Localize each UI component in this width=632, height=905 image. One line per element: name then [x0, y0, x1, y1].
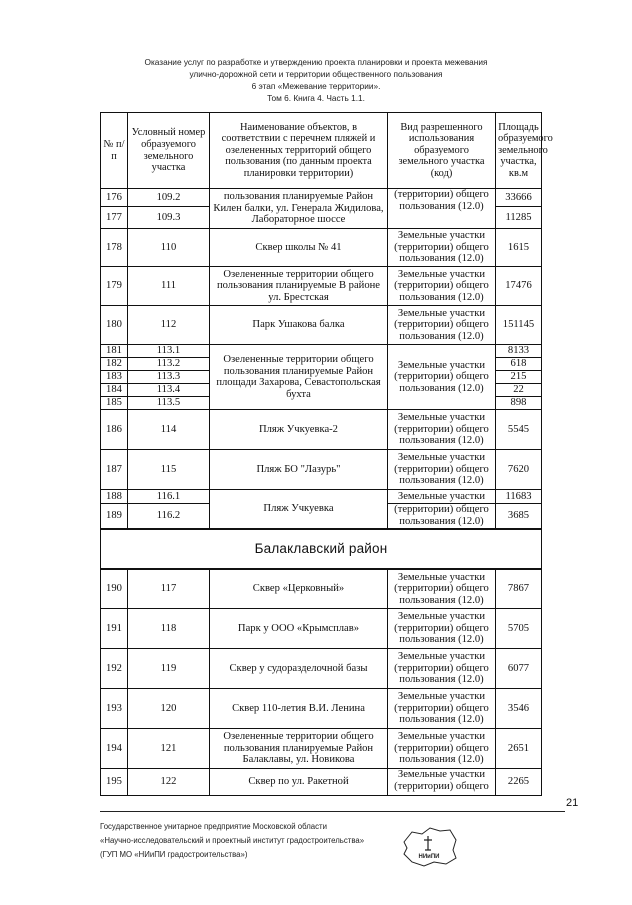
row-cond: 118 — [128, 609, 210, 649]
row-num: 195 — [101, 769, 128, 796]
row-use: Земельные участки (территории) общего пользования (12.0) — [388, 267, 496, 306]
row-cond: 116.2 — [128, 504, 210, 529]
row-num: 183 — [101, 371, 128, 384]
table-row — [101, 569, 542, 609]
row-cond: 122 — [128, 769, 210, 796]
table-row — [101, 490, 542, 504]
row-area: 22 — [496, 384, 542, 397]
row-area: 898 — [496, 397, 542, 410]
table-row — [101, 306, 542, 345]
row-name: Сквер «Церковный» — [210, 569, 388, 609]
row-area: 2651 — [496, 729, 542, 769]
footer-line-3: (ГУП МО «НИиПИ градостроительства») — [100, 850, 248, 859]
row-use: Земельные участки (территории) общего пользования (12.0) — [388, 609, 496, 649]
row-cond: 117 — [128, 569, 210, 609]
row-use: (территории) общего пользования (12.0) — [388, 189, 496, 229]
row-name: Парк Ушакова балка — [210, 306, 388, 345]
row-use: Земельные участки (территории) общего пользования (12.0) — [388, 345, 496, 410]
row-num: 192 — [101, 649, 128, 689]
row-num: 184 — [101, 384, 128, 397]
row-use: Земельные участки (территории) общего пользования (12.0) — [388, 450, 496, 490]
row-cond: 116.1 — [128, 490, 210, 504]
row-cond: 111 — [128, 267, 210, 306]
district-row — [101, 529, 542, 569]
row-name: Озелененные территории общего пользования планируемые Район Балаклавы, ул. Новикова — [210, 729, 388, 769]
row-area: 7867 — [496, 569, 542, 609]
row-use: Земельные участки (территории) общего пользования (12.0) — [388, 229, 496, 267]
table-header-row — [101, 113, 542, 189]
row-cond: 114 — [128, 410, 210, 450]
row-area: 3546 — [496, 689, 542, 729]
row-use: Земельные участки (территории) общего пользования (12.0) — [388, 649, 496, 689]
row-area: 215 — [496, 371, 542, 384]
row-area: 2265 — [496, 769, 542, 796]
row-cond: 113.1 — [128, 345, 210, 358]
row-use: Земельные участки (территории) общего пользования (12.0) — [388, 306, 496, 345]
row-use: Земельные участки — [388, 490, 496, 504]
row-area: 11285 — [496, 207, 542, 229]
row-area: 6077 — [496, 649, 542, 689]
land-plots-table — [100, 112, 553, 796]
header-line-1: Оказание услуг по разработке и утверждению проекта планировки и проекта межевания — [144, 57, 488, 67]
row-use: Земельные участки (территории) общего пользования (12.0) — [388, 689, 496, 729]
col-header-use: Вид разрешенного использования образуемого земельного участка (код) — [388, 113, 496, 189]
row-num: 190 — [101, 569, 128, 609]
row-use: Земельные участки (территории) общего пользования (12.0) — [388, 569, 496, 609]
page-number: 21 — [566, 797, 579, 809]
col-header-name: Наименование объектов, в соответствии с перечнем пляжей и озелененных территорий общего пользования (по данным проекта планировки территории) — [210, 113, 388, 189]
row-use: (территории) общего пользования (12.0) — [388, 504, 496, 529]
row-cond: 115 — [128, 450, 210, 490]
row-area: 3685 — [496, 504, 542, 529]
row-num: 187 — [101, 450, 128, 490]
institute-logo-icon — [398, 824, 460, 868]
table-row — [101, 345, 542, 358]
row-area: 618 — [496, 358, 542, 371]
row-num: 182 — [101, 358, 128, 371]
row-cond: 109.2 — [128, 189, 210, 207]
row-name: Сквер 110-летия В.И. Ленина — [210, 689, 388, 729]
row-name: Сквер у судоразделочной базы — [210, 649, 388, 689]
row-num: 176 — [101, 189, 128, 207]
table-row — [101, 729, 542, 769]
table-row — [101, 649, 542, 689]
header-line-2: улично-дорожной сети и территории общественного пользования — [189, 69, 443, 79]
col-header-area: Площадь образуемого земельного участка, кв.м — [496, 113, 542, 189]
document-footer — [100, 820, 400, 862]
row-num: 178 — [101, 229, 128, 267]
row-name: Озелененные территории общего пользования планируемые Район площади Захарова, Севастопольская бухта — [210, 345, 388, 410]
row-area: 11683 — [496, 490, 542, 504]
row-area: 5705 — [496, 609, 542, 649]
row-num: 194 — [101, 729, 128, 769]
row-cond: 120 — [128, 689, 210, 729]
row-name: Сквер по ул. Ракетной — [210, 769, 388, 796]
row-name: пользования планируемые Район Килен балки, ул. Генерала Жидилова, Лабораторное шоссе — [210, 189, 388, 229]
row-cond: 119 — [128, 649, 210, 689]
row-area: 8133 — [496, 345, 542, 358]
col-header-cond: Условный номер образуемого земельного участка — [128, 113, 210, 189]
row-cond: 113.4 — [128, 384, 210, 397]
row-name: Пляж БО "Лазурь" — [210, 450, 388, 490]
row-num: 186 — [101, 410, 128, 450]
footer-line-1: Государственное унитарное предприятие Московской области — [100, 822, 327, 831]
row-name: Озелененные территории общего пользования планируемые В районе ул. Брестская — [210, 267, 388, 306]
row-cond: 112 — [128, 306, 210, 345]
col-header-num: № п/п — [101, 113, 128, 189]
row-num: 188 — [101, 490, 128, 504]
row-name: Сквер школы № 41 — [210, 229, 388, 267]
row-num: 177 — [101, 207, 128, 229]
logo-text: НИиПИ — [418, 854, 440, 860]
district-title: Балаклавский район — [101, 529, 542, 569]
row-use: Земельные участки (территории) общего — [388, 769, 496, 796]
table-row — [101, 609, 542, 649]
table-row — [101, 769, 542, 796]
table-row — [101, 689, 542, 729]
row-area: 151145 — [496, 306, 542, 345]
footer-divider — [100, 811, 565, 812]
row-use: Земельные участки (территории) общего пользования (12.0) — [388, 410, 496, 450]
table-row — [101, 410, 542, 450]
row-cond: 113.2 — [128, 358, 210, 371]
row-num: 185 — [101, 397, 128, 410]
row-cond: 110 — [128, 229, 210, 267]
header-line-4: Том 6. Книга 4. Часть 1.1. — [267, 93, 365, 103]
row-area: 33666 — [496, 189, 542, 207]
row-cond: 113.5 — [128, 397, 210, 410]
document-header — [0, 56, 632, 104]
row-num: 189 — [101, 504, 128, 529]
row-area: 7620 — [496, 450, 542, 490]
row-area: 1615 — [496, 229, 542, 267]
table-row — [101, 189, 542, 207]
row-name: Пляж Учкуевка — [210, 490, 388, 529]
table-row — [101, 450, 542, 490]
row-name: Парк у ООО «Крымсплав» — [210, 609, 388, 649]
table-row — [101, 229, 542, 267]
row-name: Пляж Учкуевка-2 — [210, 410, 388, 450]
row-area: 17476 — [496, 267, 542, 306]
row-num: 191 — [101, 609, 128, 649]
row-num: 193 — [101, 689, 128, 729]
table-row — [101, 267, 542, 306]
row-cond: 121 — [128, 729, 210, 769]
header-line-3: 6 этап «Межевание территории». — [251, 81, 381, 91]
footer-line-2: «Научно-исследовательский и проектный институт градостроительства» — [100, 836, 365, 845]
row-use: Земельные участки (территории) общего пользования (12.0) — [388, 729, 496, 769]
row-cond: 109.3 — [128, 207, 210, 229]
row-num: 180 — [101, 306, 128, 345]
row-area: 5545 — [496, 410, 542, 450]
row-num: 179 — [101, 267, 128, 306]
row-cond: 113.3 — [128, 371, 210, 384]
row-num: 181 — [101, 345, 128, 358]
